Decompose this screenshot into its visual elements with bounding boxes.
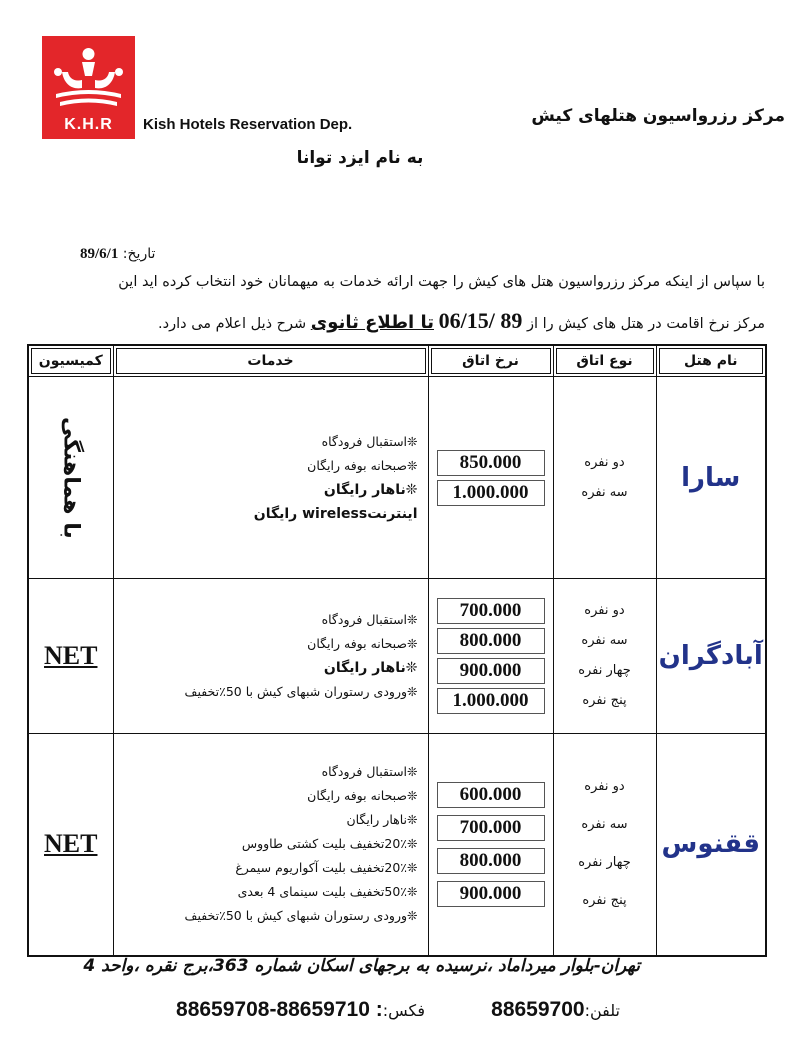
fax-label: فکس:: [382, 1001, 425, 1020]
khr-logo: [42, 36, 135, 139]
fax-number: 88659708-88659710 :: [176, 998, 383, 1021]
service-item: ❊استقبال فرودگاه: [321, 433, 418, 449]
table-header-row: [28, 345, 766, 377]
room-rate: 700.000: [437, 598, 545, 624]
service-item: ❊صبحانه بوفه رایگان: [307, 788, 418, 804]
room-types: [553, 579, 656, 734]
date-value: 89/6/1: [80, 246, 119, 262]
commission-cell: [28, 377, 113, 579]
address: تهران-بلوار میرداماد ،نرسیده به برجهای اسکان شماره 363،برج نقره ،واحد 4: [83, 956, 640, 976]
service-item: ❊ناهار رایگان: [323, 481, 418, 498]
date-line: [80, 246, 280, 263]
hotel-name: سارا: [656, 377, 766, 579]
date-label: تاریخ:: [122, 246, 156, 262]
header-hotel: نام هتل: [656, 345, 766, 377]
room-rate: 850.000: [437, 450, 545, 476]
commission-value: با هماهنگی: [58, 416, 84, 539]
service-item: ❊20٪تخفیف بلیت کشتی طاووس: [241, 836, 418, 852]
table-row: [28, 377, 766, 579]
room-types: [553, 734, 656, 956]
room-type: دو نفره: [584, 603, 625, 618]
crown-icon: [42, 42, 135, 112]
room-type: سه نفره: [581, 484, 628, 500]
service-item: ❊استقبال فرودگاه: [321, 612, 418, 627]
service-item: ❊ناهار رایگان: [323, 660, 418, 676]
room-rates: [428, 579, 553, 734]
intro-pre: مرکز نرخ اقامت در هتل های کیش را از: [522, 316, 765, 332]
room-type: پنج نفره: [582, 693, 627, 708]
table-row: [28, 579, 766, 734]
service-item: ❊50٪تخفیف بلیت سینمای 4 بعدی: [237, 884, 418, 900]
intro-line-1: با سپاس از اینکه مرکز رزرواسیون هتل های کیش را جهت ارائه خدمات به میهمانان خود انتخاب کرده اید این: [118, 274, 765, 290]
room-rates: [428, 377, 553, 579]
room-rate: 800.000: [437, 848, 545, 874]
service-item: ❊20٪تخفیف بلیت آکواریوم سیمرغ: [235, 860, 418, 876]
org-title: مرکز رزرواسیون هتلهای کیش: [531, 106, 785, 126]
room-rate: 1.000.000: [437, 480, 545, 506]
commission-value: NET: [28, 734, 113, 956]
room-type: سه نفره: [581, 633, 628, 648]
room-rates: [428, 734, 553, 956]
intro-date: 89 /06/15: [438, 308, 523, 333]
basmala: به نام ایزد توانا: [296, 148, 424, 168]
service-item: ❊استقبال فرودگاه: [321, 764, 418, 780]
services-list: [113, 734, 428, 956]
header-type: نوع اتاق: [553, 345, 656, 377]
rates-table: [27, 344, 767, 957]
room-rate: 800.000: [437, 628, 545, 654]
header-services: خدمات: [113, 345, 428, 377]
room-rate: 600.000: [437, 782, 545, 808]
room-type: چهار نفره: [578, 663, 631, 678]
service-item: ❊ناهار رایگان: [346, 812, 418, 828]
phone: [460, 998, 620, 1022]
header-rate: نرخ اتاق: [428, 345, 553, 377]
service-item: ❊ورودی رستوران شبهای کیش با 50٪تخفیف: [184, 908, 418, 924]
hotel-name: ققنوس: [656, 734, 766, 956]
logo-letters: K.H.R: [64, 116, 113, 133]
room-types: [553, 377, 656, 579]
phone-number: 88659700: [491, 998, 585, 1021]
room-type: چهار نفره: [578, 855, 631, 871]
service-item: اینترنتwireless رایگان: [253, 505, 418, 522]
room-type: سه نفره: [581, 817, 628, 833]
service-item: ❊صبحانه بوفه رایگان: [307, 636, 418, 651]
table-row: [28, 734, 766, 956]
room-rate: 900.000: [437, 881, 545, 907]
intro-until: تا اطلاع ثانوی: [310, 312, 434, 333]
service-item: ❊ورودی رستوران شبهای کیش با 50٪تخفیف: [184, 684, 418, 699]
room-rate: 900.000: [437, 658, 545, 684]
hotel-name: آبادگران: [656, 579, 766, 734]
room-rate: 700.000: [437, 815, 545, 841]
intro-post: شرح ذیل اعلام می دارد.: [158, 316, 307, 332]
intro-line-2: [70, 308, 765, 334]
room-type: دو نفره: [584, 454, 625, 470]
commission-value: NET: [28, 579, 113, 734]
room-type: پنج نفره: [582, 893, 627, 909]
room-type: دو نفره: [584, 779, 625, 795]
dept-name: Kish Hotels Reservation Dep.: [143, 116, 353, 133]
phone-label: تلفن:: [584, 1001, 620, 1020]
fax: [85, 998, 425, 1022]
service-item: ❊صبحانه بوفه رایگان: [307, 457, 418, 473]
header-commission: کمیسیون: [28, 345, 113, 377]
services-list: [113, 579, 428, 734]
room-rate: 1.000.000: [437, 688, 545, 714]
services-list: [113, 377, 428, 579]
